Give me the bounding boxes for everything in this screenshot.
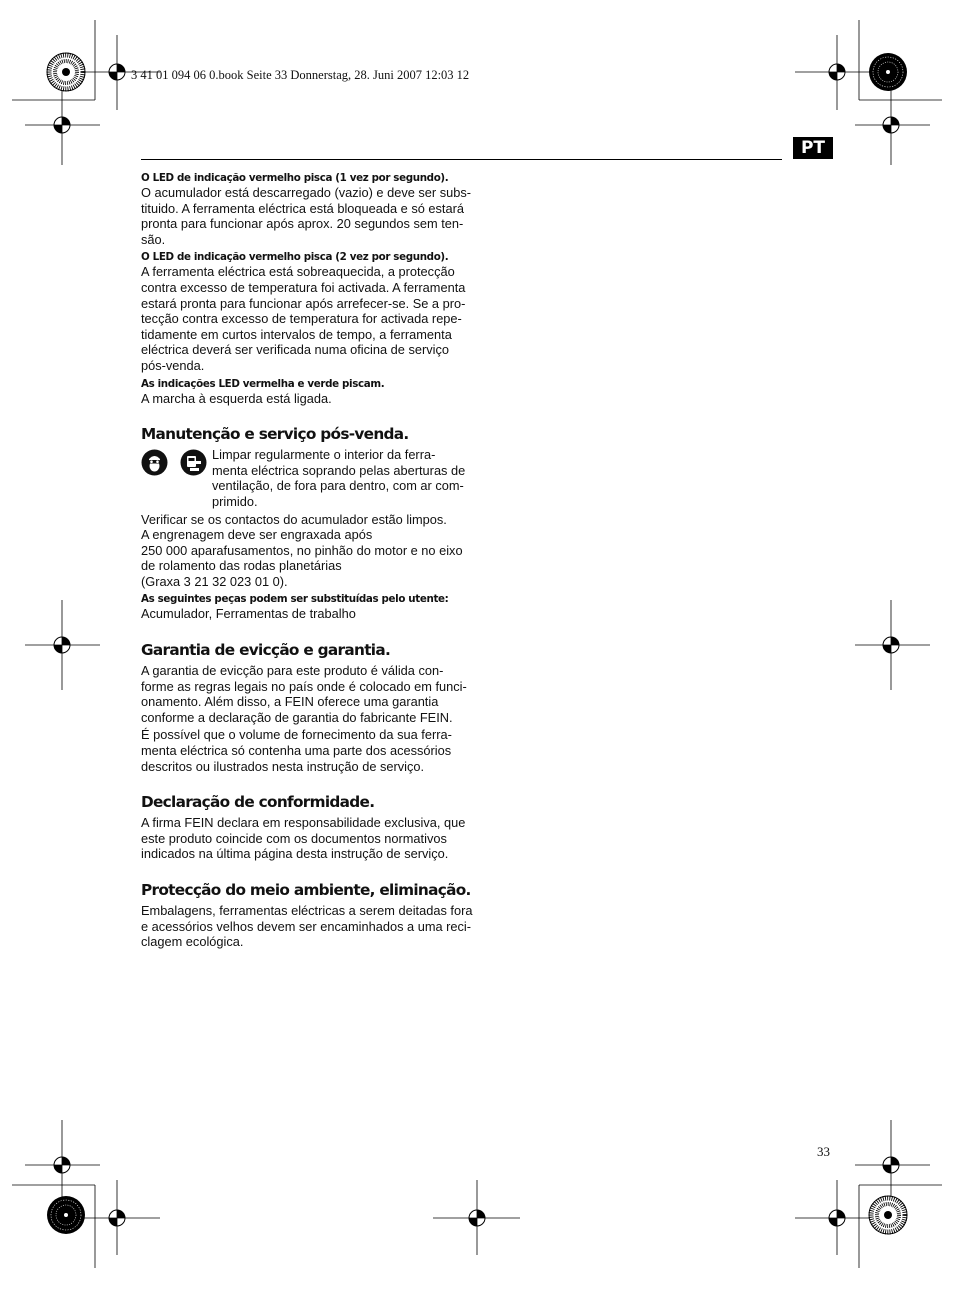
text-line: O acumulador está descarregado (vazio) e deve ser subs- xyxy=(141,185,472,200)
text-line: pós-venda. xyxy=(141,357,205,373)
text-line: A engrenagem deve ser engraxada após xyxy=(141,527,373,543)
text-line: este produto coincide com os documentos normativos xyxy=(141,830,447,846)
subheading: O LED de indicação vermelho pisca (2 vez por segundo). xyxy=(141,251,449,264)
text-line: indicados na última página desta instrução de serviço. xyxy=(141,846,449,862)
maintenance-icons xyxy=(141,447,212,509)
section-maintenance xyxy=(141,424,483,622)
text-line: tituido. A ferramenta eléctrica está bloqueada e só estará xyxy=(141,200,464,216)
section-conformity xyxy=(141,792,483,862)
subheading: As indicações LED vermelha e verde piscam. xyxy=(141,377,385,390)
section-warranty xyxy=(141,640,483,774)
section-title: Garantia de evicção e garantia. xyxy=(141,641,391,660)
text-line: Limpar regularmente o interior da ferra- xyxy=(212,447,436,463)
text-line: de rolamento das rodas planetárias xyxy=(141,558,342,574)
dust-mask-icon xyxy=(180,449,207,476)
text-line: Embalagens, ferramentas eléctricas a serem deitadas fora xyxy=(141,903,473,918)
text-line: pronta para funcionar após aprox. 20 segundos sem ten- xyxy=(141,216,464,232)
text-line: são. xyxy=(141,231,166,247)
text-line: Verificar se os contactos do acumulador estão limpos. xyxy=(141,511,447,527)
text-line: tecção contra excesso de temperatura for activada repe- xyxy=(141,311,462,327)
text-line: É possível que o volume de fornecimento da sua ferra- xyxy=(141,727,452,743)
text-line: onamento. Além disso, a FEIN oferece uma garantia xyxy=(141,694,439,710)
text-line: A garantia de evicção para este produto é válida con- xyxy=(141,663,444,679)
page-number: 33 xyxy=(817,1144,830,1159)
section-title: Manutenção e serviço pós-venda. xyxy=(141,425,409,444)
text-line: (Graxa 3 21 32 023 01 0). xyxy=(141,573,288,589)
section-led-both xyxy=(141,377,483,407)
eye-protection-icon xyxy=(141,449,168,476)
text-line: A marcha à esquerda está ligada. xyxy=(141,390,332,406)
text-line: A ferramenta eléctrica está sobreaquecida, a protecção xyxy=(141,264,455,280)
section-led-red-1 xyxy=(141,171,483,247)
text-line: A firma FEIN declara em responsabilidade exclusiva, que xyxy=(141,815,466,831)
maintenance-icon-text xyxy=(212,447,465,509)
section-environment xyxy=(141,880,483,950)
text-line: eléctrica deverá ser verificada numa oficina de serviço xyxy=(141,342,449,358)
text-line: clagem ecológica. xyxy=(141,934,244,950)
section-title: Declaração de conformidade. xyxy=(141,793,375,812)
main-column xyxy=(141,171,483,950)
text-line: menta eléctrica soprando pelas aberturas de xyxy=(212,462,466,478)
text-line: estará pronta para funcionar após arrefecer-se. Se a pro- xyxy=(141,295,466,311)
text-line: contra excesso de temperatura foi activada. A ferramenta xyxy=(141,279,466,295)
text-line: primido. xyxy=(212,493,258,509)
subheading: O LED de indicação vermelho pisca (1 vez por segundo). xyxy=(141,172,449,184)
text-line: menta eléctrica só contenha uma parte dos acessórios xyxy=(141,743,452,759)
header-rule xyxy=(141,159,782,160)
text-line: conforme a declaração de garantia do fabricante FEIN. xyxy=(141,709,453,725)
language-badge: PT xyxy=(793,137,833,159)
text-line: descritos ou ilustrados nesta instrução de serviço. xyxy=(141,758,425,774)
text-line: tidamente em curtos intervalos de tempo, a ferramenta xyxy=(141,326,452,342)
text-line: e acessórios velhos devem ser encaminhados a uma reci- xyxy=(141,918,472,934)
text-line: ventilação, de fora para dentro, com ar com- xyxy=(212,478,464,494)
subheading: As seguintes peças podem ser substituídas pelo utente: xyxy=(141,593,449,606)
section-title: Protecção do meio ambiente, eliminação. xyxy=(141,881,471,899)
print-header: 3 41 01 094 06 0.book Seite 33 Donnerstag, 28. Juni 2007 12:03 12 xyxy=(131,68,470,82)
text-line: Acumulador, Ferramentas de trabalho xyxy=(141,606,356,622)
section-led-red-2 xyxy=(141,250,483,373)
maintenance-icon-row xyxy=(141,447,483,509)
text-line: 250 000 aparafusamentos, no pinhão do motor e no eixo xyxy=(141,542,463,558)
text-line: forme as regras legais no país onde é colocado em funci- xyxy=(141,678,467,694)
